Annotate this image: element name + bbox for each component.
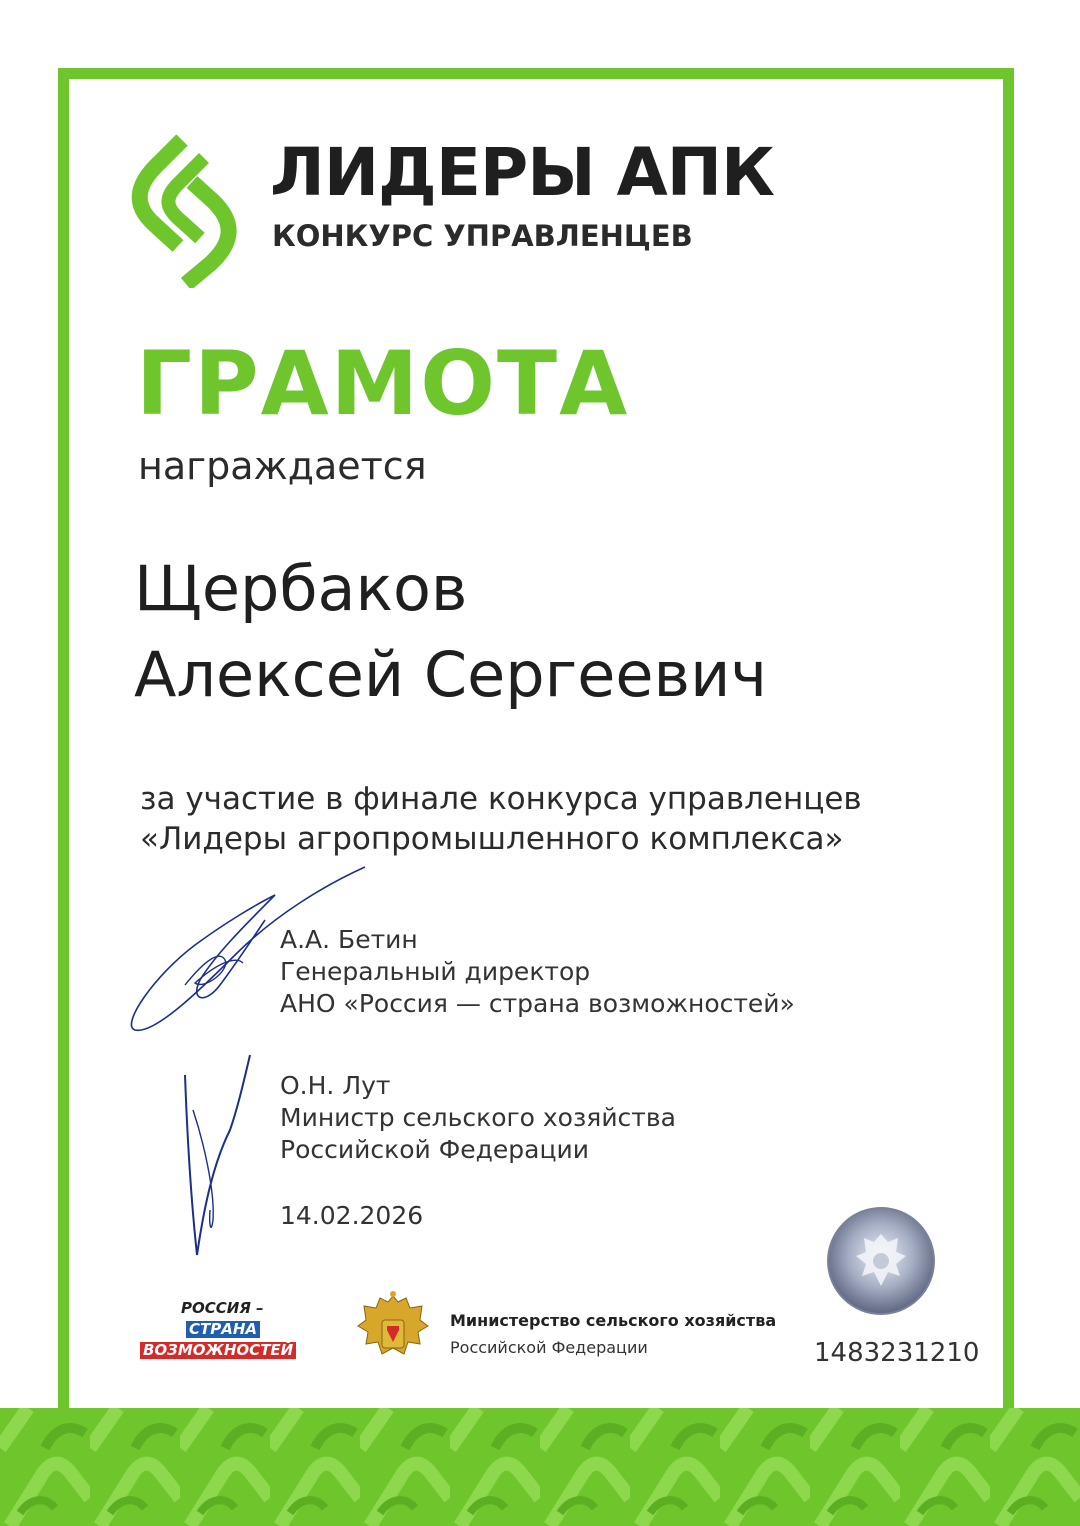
coat-of-arms-icon [354,1290,432,1370]
brand-title: ЛИДЕРЫ АПК [270,134,774,211]
brand-subtitle: КОНКУРС УПРАВЛЕНЦЕВ [272,219,693,253]
pattern-decoration [0,1408,1080,1526]
recipient-surname: Щербаков [134,552,468,625]
leaf-s-logo-icon [120,128,250,288]
signatory-1 [280,924,795,1020]
ministry-name-line-1: Министерство сельского хозяйства [450,1311,777,1330]
signatory-1-organization: АНО «Россия — страна возможностей» [280,989,795,1018]
issue-date: 14.02.2026 [280,1201,424,1230]
awarded-text: награждается [138,444,427,488]
recipient-given-names: Алексей Сергеевич [134,638,767,711]
rsv-logo [140,1298,310,1366]
rsv-logo-line-1: РОССИЯ – [181,1299,264,1317]
decorative-pattern-band [0,1408,1080,1526]
reason-line-1: за участие в финале конкурса управленцев [140,781,862,817]
hologram-seal [826,1206,936,1316]
signature-2 [175,1050,260,1260]
rsv-logo-line-3: ВОЗМОЖНОСТЕЙ [140,1342,296,1359]
ministry-name-line-2: Российской Федерации [450,1338,648,1357]
signatory-2-organization: Российской Федерации [280,1135,589,1164]
signatory-2-name: О.Н. Лут [280,1071,391,1100]
reason-line-2: «Лидеры агропромышленного комплекса» [140,821,844,857]
rsv-logo-line-2: СТРАНА [186,1321,260,1338]
signatory-2 [280,1070,676,1166]
document-number: 1483231210 [814,1338,980,1368]
signatory-1-name: А.А. Бетин [280,925,418,954]
document-title: ГРАМОТА [136,332,630,435]
signatory-1-position: Генеральный директор [280,957,591,986]
signatory-2-position: Министр сельского хозяйства [280,1103,676,1132]
